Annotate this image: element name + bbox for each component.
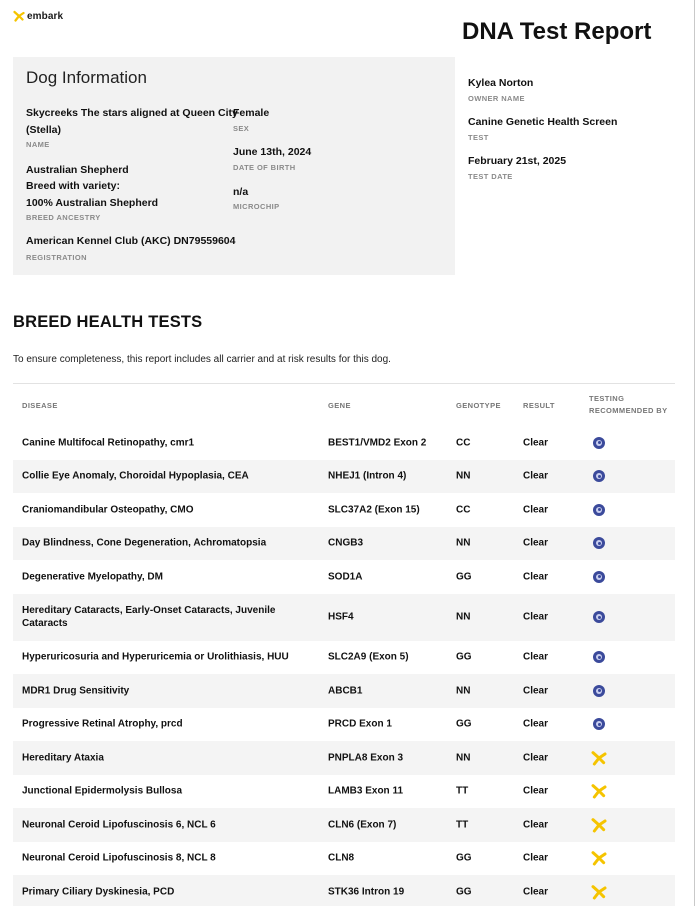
result-cell: Clear [523, 651, 549, 663]
ofa-badge-icon [591, 502, 607, 518]
result-cell: Clear [523, 685, 549, 697]
disease-cell: Primary Ciliary Dyskinesia, PCD [22, 886, 175, 898]
disease-cell: Hereditary Cataracts, Early-Onset Cataracts, Juvenile Cataracts [22, 605, 276, 629]
embark-star-icon [591, 850, 607, 866]
result-cell: Clear [523, 504, 549, 516]
ofa-badge-icon [591, 609, 607, 625]
gene-cell: HSF4 [328, 611, 354, 623]
ofa-badge-icon [591, 649, 607, 665]
disease-cell: Junctional Epidermolysis Bullosa [22, 785, 183, 797]
ofa-badge-icon [591, 716, 607, 732]
gene-cell: BEST1/VMD2 Exon 2 [328, 437, 427, 449]
owner-name-value: Kylea Norton [468, 77, 534, 89]
embark-star-icon [591, 750, 607, 766]
completeness-note: To ensure completeness, this report includes all carrier and at risk results for this dog. [13, 354, 391, 365]
table-row [13, 842, 675, 876]
header-recommended-line2: RECOMMENDED BY [589, 406, 668, 415]
genotype-cell: NN [456, 685, 471, 697]
sex-label: SEX [233, 124, 250, 133]
report-title: DNA Test Report [462, 18, 652, 45]
header-gene: GENE [328, 401, 351, 410]
genotype-cell: TT [456, 819, 469, 831]
genotype-cell: CC [456, 504, 471, 516]
dog-name-line1: Skycreeks The stars aligned at Queen City [26, 107, 238, 119]
result-cell: Clear [523, 886, 549, 898]
logo-text: embark [27, 10, 64, 22]
health-tests-table [13, 383, 675, 906]
table-row [13, 808, 675, 842]
genotype-cell: NN [456, 470, 471, 482]
test-date-value: February 21st, 2025 [468, 155, 567, 167]
test-date-label: TEST DATE [468, 172, 513, 181]
disease-cell: Hyperuricosuria and Hyperuricemia or Urolithiasis, HUU [22, 651, 289, 663]
dob-value: June 13th, 2024 [233, 146, 312, 158]
ofa-badge-icon [591, 435, 607, 451]
result-cell: Clear [523, 437, 549, 449]
dog-name-line2: (Stella) [26, 124, 62, 136]
result-cell: Clear [523, 718, 549, 730]
breed-line1: Australian Shepherd [26, 164, 129, 176]
disease-cell: Degenerative Myelopathy, DM [22, 571, 163, 583]
breed-line2: Breed with variety: [26, 180, 120, 192]
microchip-label: MICROCHIP [233, 202, 280, 211]
header-disease: DISEASE [22, 401, 58, 410]
genotype-cell: GG [456, 886, 472, 898]
table-body [13, 426, 675, 906]
table-row [13, 708, 675, 742]
microchip-value: n/a [233, 186, 249, 198]
test-value: Canine Genetic Health Screen [468, 116, 618, 128]
gene-cell: ABCB1 [328, 685, 363, 697]
table-row [13, 674, 675, 708]
ofa-badge-icon [591, 535, 607, 551]
result-cell: Clear [523, 611, 549, 623]
page-right-border [694, 0, 695, 906]
result-cell: Clear [523, 819, 549, 831]
disease-cell: Neuronal Ceroid Lipofuscinosis 6, NCL 6 [22, 819, 216, 831]
table-row [13, 875, 675, 906]
result-cell: Clear [523, 852, 549, 864]
gene-cell: STK36 Intron 19 [328, 886, 405, 898]
result-cell: Clear [523, 571, 549, 583]
genotype-cell: NN [456, 611, 471, 623]
embark-logo [13, 10, 63, 22]
dog-information-panel [13, 57, 455, 275]
registration-value: American Kennel Club (AKC) DN79559604 [26, 235, 236, 247]
dog-info-title: Dog Information [26, 68, 147, 87]
embark-star-icon [13, 10, 25, 22]
disease-cell: MDR1 Drug Sensitivity [22, 685, 130, 697]
registration-label: REGISTRATION [26, 253, 87, 262]
result-cell: Clear [523, 785, 549, 797]
genotype-cell: GG [456, 651, 472, 663]
genotype-cell: CC [456, 437, 471, 449]
gene-cell: CNGB3 [328, 537, 364, 549]
table-row [13, 460, 675, 494]
disease-cell: Neuronal Ceroid Lipofuscinosis 8, NCL 8 [22, 852, 216, 864]
table-row [13, 775, 675, 809]
embark-star-icon [591, 817, 607, 833]
header-recommended-line1: TESTING [589, 394, 625, 403]
health-tests-title: BREED HEALTH TESTS [13, 313, 203, 331]
name-label: NAME [26, 140, 50, 149]
gene-cell: PRCD Exon 1 [328, 718, 392, 730]
genotype-cell: NN [456, 537, 471, 549]
header-genotype: GENOTYPE [456, 401, 501, 410]
gene-cell: LAMB3 Exon 11 [328, 785, 404, 797]
header-result: RESULT [523, 401, 555, 410]
genotype-cell: GG [456, 718, 472, 730]
genotype-cell: TT [456, 785, 469, 797]
ofa-badge-icon [591, 468, 607, 484]
genotype-cell: GG [456, 852, 472, 864]
table-row [13, 527, 675, 561]
genotype-cell: NN [456, 752, 471, 764]
table-header [13, 384, 675, 426]
gene-cell: CLN6 (Exon 7) [328, 819, 397, 831]
disease-cell: Canine Multifocal Retinopathy, cmr1 [22, 437, 195, 449]
table-row [13, 493, 675, 527]
table-row [13, 641, 675, 675]
disease-cell: Day Blindness, Cone Degeneration, Achromatopsia [22, 537, 267, 549]
breed-label: BREED ANCESTRY [26, 213, 101, 222]
genotype-cell: GG [456, 571, 472, 583]
gene-cell: CLN8 [328, 852, 355, 864]
gene-cell: SOD1A [328, 571, 363, 583]
table-row [13, 426, 675, 460]
result-cell: Clear [523, 752, 549, 764]
ofa-badge-icon [591, 569, 607, 585]
owner-name-label: OWNER NAME [468, 94, 525, 103]
table-row [13, 594, 675, 641]
result-cell: Clear [523, 470, 549, 482]
gene-cell: NHEJ1 (Intron 4) [328, 470, 407, 482]
table-row [13, 560, 675, 594]
test-label: TEST [468, 133, 489, 142]
disease-cell: Hereditary Ataxia [22, 752, 104, 764]
dob-label: DATE OF BIRTH [233, 163, 296, 172]
result-cell: Clear [523, 537, 549, 549]
gene-cell: SLC2A9 (Exon 5) [328, 651, 409, 663]
disease-cell: Progressive Retinal Atrophy, prcd [22, 718, 183, 730]
breed-line3: 100% Australian Shepherd [26, 197, 159, 209]
disease-cell: Collie Eye Anomaly, Choroidal Hypoplasia, CEA [22, 470, 249, 482]
ofa-badge-icon [591, 683, 607, 699]
disease-cell: Craniomandibular Osteopathy, CMO [22, 504, 194, 516]
embark-star-icon [591, 884, 607, 900]
sex-value: Female [233, 107, 270, 119]
gene-cell: PNPLA8 Exon 3 [328, 752, 404, 764]
embark-star-icon [591, 783, 607, 799]
table-row [13, 741, 675, 775]
gene-cell: SLC37A2 (Exon 15) [328, 504, 420, 516]
